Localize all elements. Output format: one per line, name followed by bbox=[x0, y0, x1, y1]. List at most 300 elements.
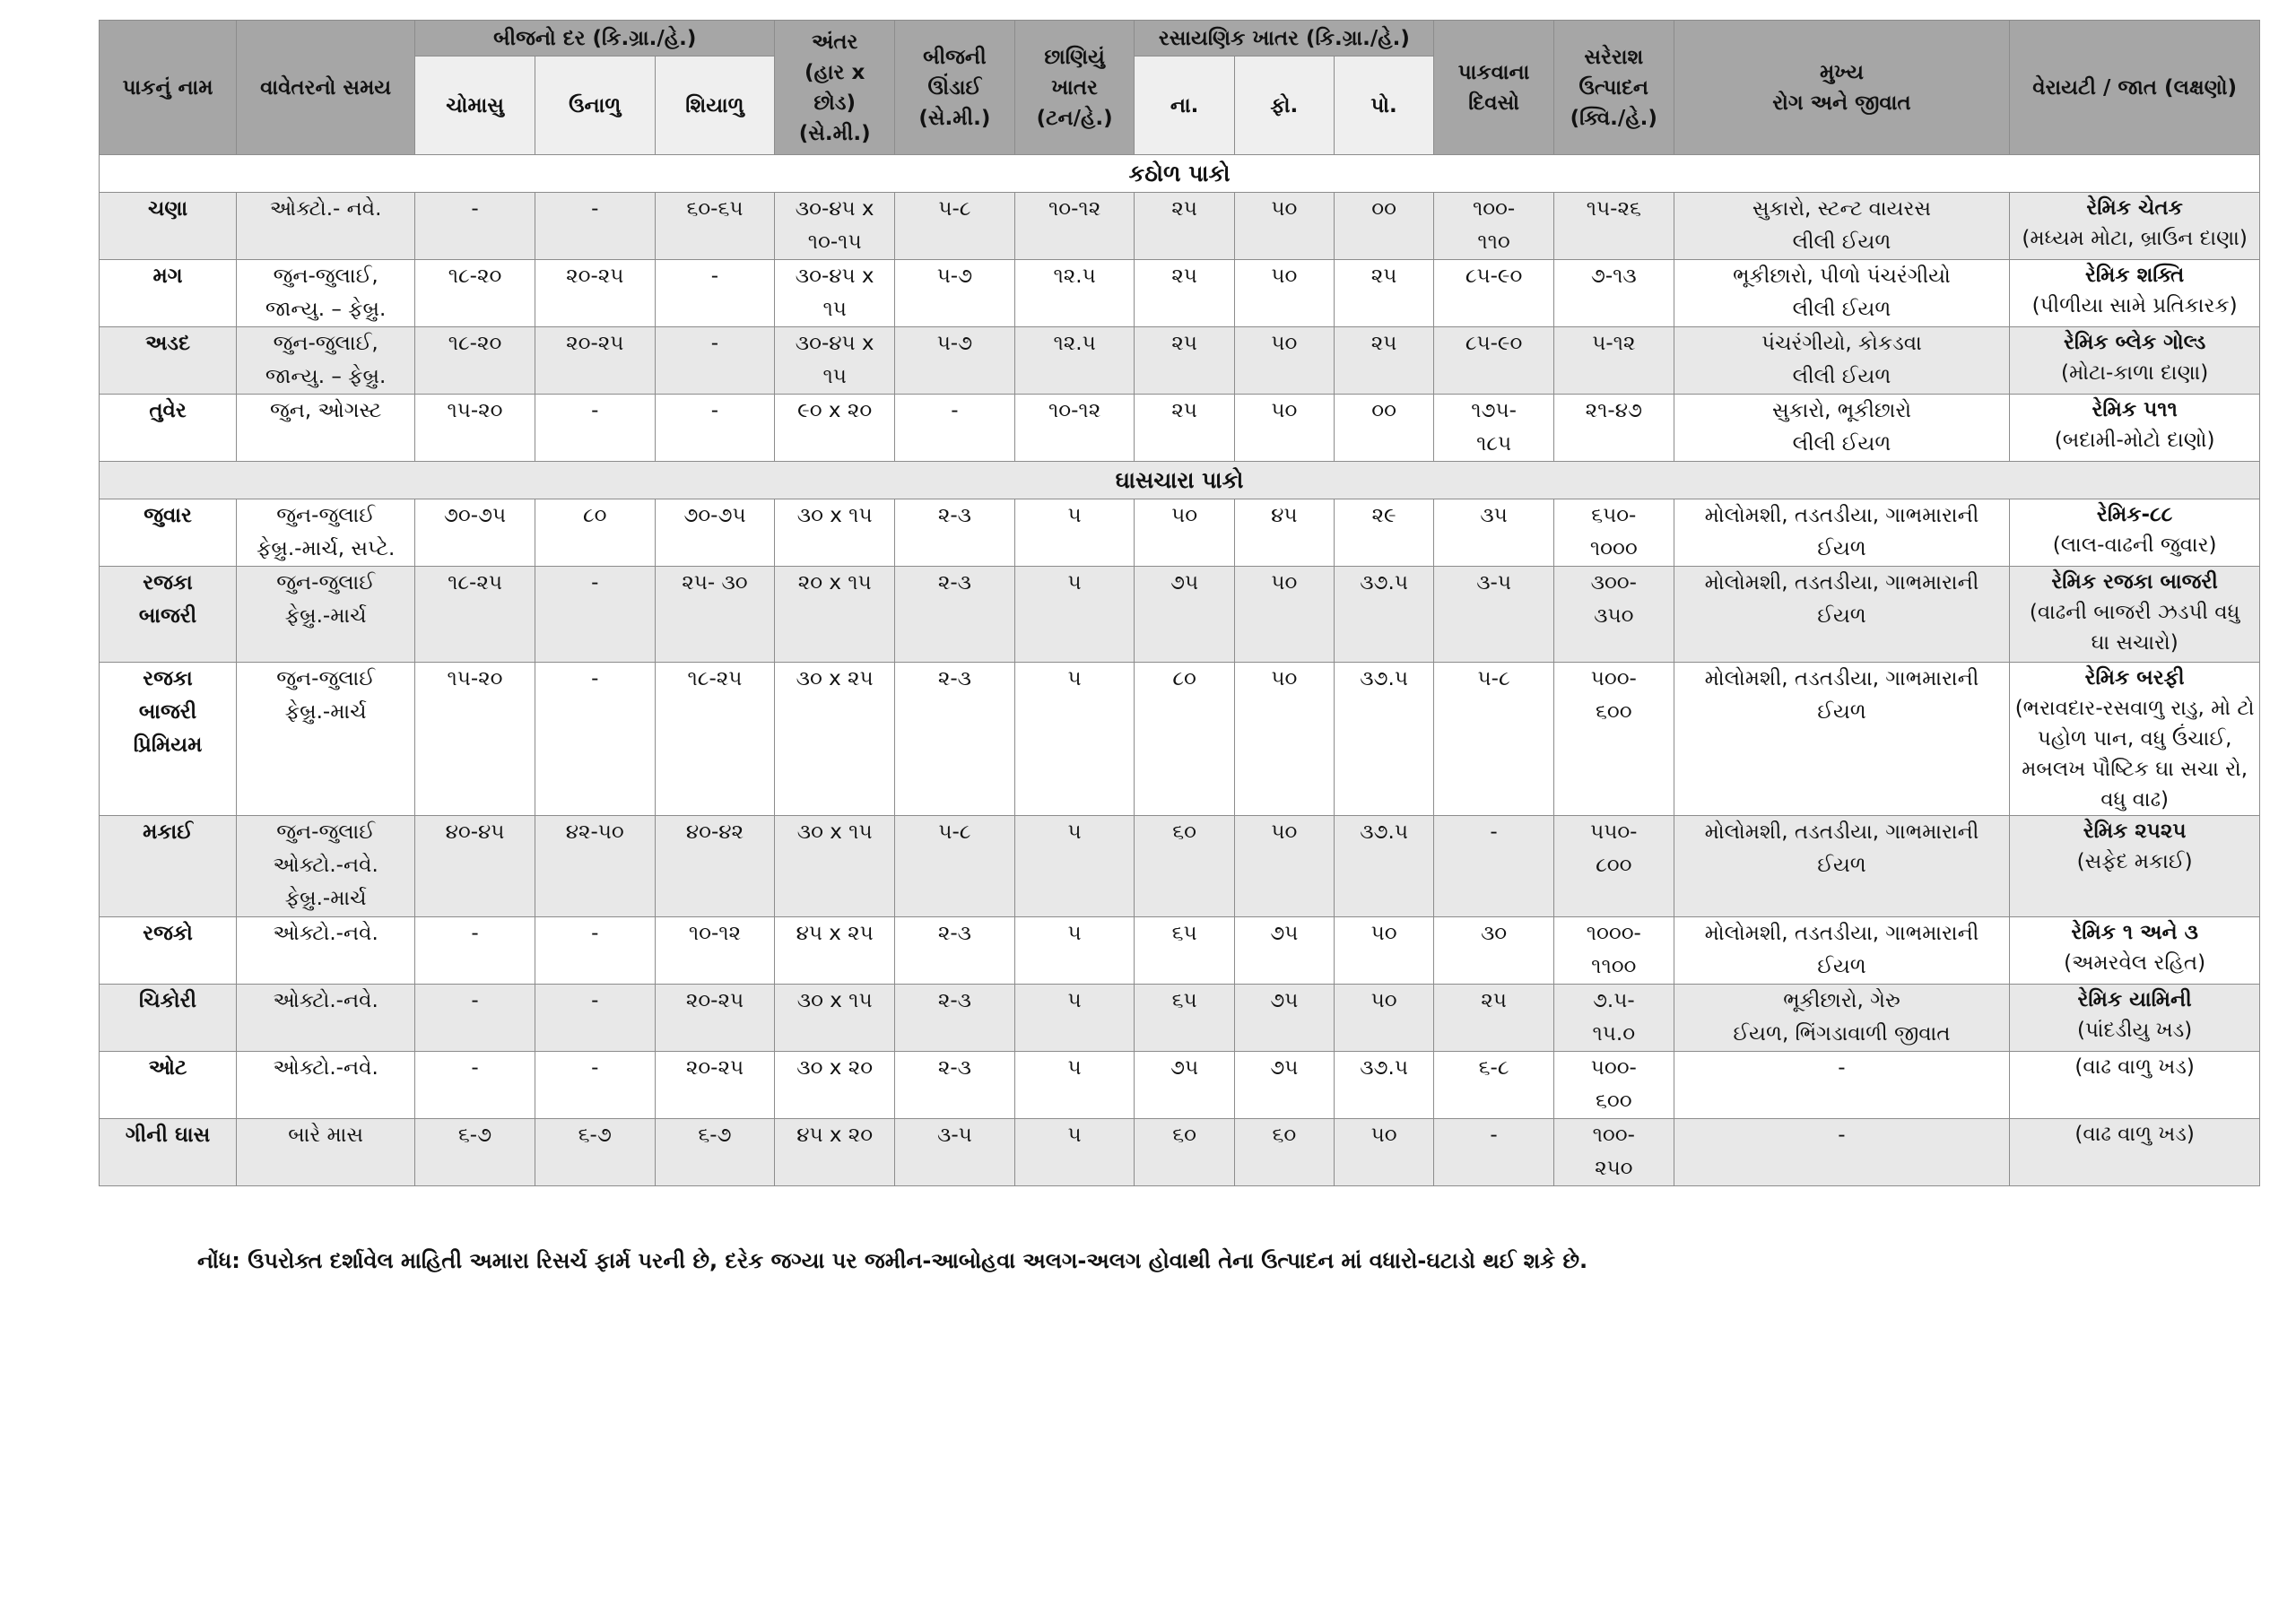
cell-line: ૯૦ x ૨૦ bbox=[797, 399, 873, 422]
cell-variety bbox=[2010, 327, 2260, 395]
cell-variety bbox=[2010, 917, 2260, 985]
cell-line: - bbox=[471, 989, 479, 1012]
cell-line: ૫૦ bbox=[1271, 820, 1298, 844]
cell-winter bbox=[655, 1052, 775, 1119]
cell-p bbox=[1234, 917, 1334, 985]
cell-winter bbox=[655, 193, 775, 260]
cell-line: ૭૫ bbox=[1270, 1056, 1299, 1080]
cell-spacing bbox=[775, 917, 895, 985]
cell-line: ૩૦ x ૧૫ bbox=[796, 820, 873, 844]
cell-spacing bbox=[775, 260, 895, 327]
cell-line: ૧૦૦૦- bbox=[1586, 922, 1641, 945]
cell-line: ૩૦ bbox=[1480, 922, 1508, 945]
cell-crop bbox=[100, 1052, 237, 1119]
variety-description: મબલખ પૌષ્ટિક ઘા સચા રો, bbox=[2022, 758, 2248, 781]
table-row bbox=[100, 260, 2260, 327]
table-row bbox=[100, 917, 2260, 985]
cell-line: ૪૫ x ૨૫ bbox=[796, 922, 874, 945]
crop-info-sheet bbox=[99, 20, 2260, 1186]
cell-line: ૧૧૦ bbox=[1477, 230, 1510, 254]
variety-description: (સફેદ મકાઈ) bbox=[2076, 850, 2193, 873]
cell-line: ૫૦ bbox=[1271, 399, 1298, 422]
cell-line: ઈયળ bbox=[1817, 604, 1866, 628]
cell-k bbox=[1334, 193, 1433, 260]
table-row bbox=[100, 985, 2260, 1052]
cell-line: ચિકોરી bbox=[139, 989, 197, 1012]
cell-n bbox=[1135, 260, 1234, 327]
table-row bbox=[100, 193, 2260, 260]
cell-line: ૫૦૦- bbox=[1590, 1056, 1637, 1080]
cell-k bbox=[1334, 1052, 1433, 1119]
cell-line: રજકો bbox=[143, 922, 193, 945]
cell-depth bbox=[895, 663, 1015, 816]
cell-monsoon bbox=[415, 1052, 535, 1119]
cell-spacing bbox=[775, 1119, 895, 1186]
cell-n bbox=[1135, 567, 1234, 663]
header-yield: સરેરાશ ઉત્પાદન (ક્વિ./હે.) bbox=[1553, 21, 1674, 155]
cell-line: ૩૭.૫ bbox=[1360, 1056, 1408, 1080]
cell-line: અડદ bbox=[145, 332, 190, 355]
cell-crop bbox=[100, 1119, 237, 1186]
cell-line: બારે માસ bbox=[288, 1124, 364, 1147]
header-winter: શિયાળુ bbox=[655, 56, 775, 155]
cell-line: ૫ bbox=[1067, 504, 1082, 527]
cell-variety bbox=[2010, 193, 2260, 260]
cell-crop bbox=[100, 327, 237, 395]
cell-line: ૨-૩ bbox=[937, 504, 971, 527]
cell-line: ૩૫૦ bbox=[1594, 604, 1634, 628]
cell-depth bbox=[895, 985, 1015, 1052]
cell-line: ઓક્ટો.-નવે. bbox=[273, 854, 378, 877]
table-row bbox=[100, 327, 2260, 395]
cell-maturity bbox=[1434, 395, 1554, 462]
table-row bbox=[100, 567, 2260, 663]
cell-line: ગીની ઘાસ bbox=[125, 1124, 211, 1147]
cell-line: ૧૮-૨૦ bbox=[448, 265, 502, 288]
cell-variety bbox=[2010, 567, 2260, 663]
cell-monsoon bbox=[415, 1119, 535, 1186]
cell-winter bbox=[655, 816, 775, 917]
cell-line: લીલી ઈયળ bbox=[1792, 298, 1892, 321]
cell-p bbox=[1234, 663, 1334, 816]
cell-line: ૧૫ bbox=[822, 365, 847, 388]
cell-line: ૧૦-૧૫ bbox=[807, 230, 862, 254]
header-summer: ઉનાળુ bbox=[535, 56, 655, 155]
cell-line: ૨-૩ bbox=[937, 667, 971, 690]
cell-line: ભૂકીછારો, ગેરુ bbox=[1783, 989, 1900, 1012]
cell-line: ૮૫-૯૦ bbox=[1465, 265, 1523, 288]
cell-spacing bbox=[775, 327, 895, 395]
cell-line: મોલોમશી, તડતડીયા, ગાભમારાની bbox=[1704, 504, 1979, 527]
cell-line: જુન-જુલાઈ bbox=[276, 820, 375, 844]
cell-yield bbox=[1553, 395, 1674, 462]
cell-summer bbox=[535, 327, 655, 395]
cell-line: ૭૫ bbox=[1270, 922, 1299, 945]
cell-n bbox=[1135, 985, 1234, 1052]
cell-line: ૬-૭ bbox=[457, 1124, 492, 1147]
cell-summer bbox=[535, 567, 655, 663]
cell-yield bbox=[1553, 260, 1674, 327]
cell-p bbox=[1234, 193, 1334, 260]
cell-yield bbox=[1553, 985, 1674, 1052]
cell-p bbox=[1234, 816, 1334, 917]
cell-line: ૬૦૦ bbox=[1596, 1089, 1632, 1113]
cell-crop bbox=[100, 917, 237, 985]
cell-manure bbox=[1014, 985, 1135, 1052]
cell-line: ઓક્ટો.-નવે. bbox=[273, 989, 378, 1012]
header-potash: પો. bbox=[1334, 56, 1433, 155]
cell-variety bbox=[2010, 985, 2260, 1052]
cell-line: ૩૫ bbox=[1480, 504, 1508, 527]
cell-line: - bbox=[471, 922, 479, 945]
cell-line: ૧૦૦૦ bbox=[1589, 537, 1638, 560]
cell-maturity bbox=[1434, 567, 1554, 663]
cell-manure bbox=[1014, 567, 1135, 663]
cell-line: જુન, ઓગસ્ટ bbox=[269, 399, 382, 422]
cell-line: ઓટ bbox=[148, 1056, 187, 1080]
cell-line: ૩૦-૪૫ x bbox=[795, 197, 874, 221]
cell-line: - bbox=[591, 989, 599, 1012]
cell-manure bbox=[1014, 327, 1135, 395]
cell-line: - bbox=[591, 1056, 599, 1080]
cell-monsoon bbox=[415, 193, 535, 260]
cell-summer bbox=[535, 1119, 655, 1186]
variety-description: (મોટા-કાળા દાણા) bbox=[2061, 361, 2209, 385]
variety-description: (અમરવેલ રહિત) bbox=[2064, 951, 2206, 975]
cell-line: ૧૦-૧૨ bbox=[688, 922, 742, 945]
cell-line: ૭૦-૭૫ bbox=[443, 504, 507, 527]
cell-line: ૩૦-૪૫ x bbox=[795, 332, 874, 355]
cell-line: ૫૦ bbox=[1370, 922, 1397, 945]
cell-line: - bbox=[951, 399, 959, 422]
cell-line: ૨૫ bbox=[1370, 265, 1397, 288]
cell-line: ૩૦ x ૨૫ bbox=[796, 667, 874, 690]
cell-depth bbox=[895, 917, 1015, 985]
cell-line: જાન્યુ. – ફેબ્રુ. bbox=[265, 298, 387, 321]
cell-line: જુન-જુલાઈ, bbox=[273, 265, 378, 288]
cell-line: ૬૦ bbox=[1272, 1124, 1297, 1147]
cell-line: ૧૫ bbox=[822, 298, 847, 321]
cell-line: ચણા bbox=[148, 197, 188, 221]
cell-pests bbox=[1674, 663, 2010, 816]
cell-crop bbox=[100, 260, 237, 327]
header-pests: મુખ્ય રોગ અને જીવાત bbox=[1674, 21, 2010, 155]
cell-line: ૧૭૫- bbox=[1471, 399, 1517, 422]
cell-line: - bbox=[1490, 1124, 1498, 1147]
cell-line: ૩૭.૫ bbox=[1360, 571, 1408, 595]
variety-name: રેમિક ૧ અને ૩ bbox=[2071, 921, 2198, 944]
cell-line: ૧૦૦- bbox=[1592, 1124, 1635, 1147]
cell-line: ૫૦ bbox=[1271, 197, 1298, 221]
cell-line: મગ bbox=[152, 265, 183, 288]
cell-line: ૧૨.૫ bbox=[1053, 265, 1096, 288]
cell-spacing bbox=[775, 499, 895, 567]
cell-manure bbox=[1014, 260, 1135, 327]
cell-line: ૬૫૦- bbox=[1591, 504, 1637, 527]
cell-line: ૨૫ bbox=[1171, 265, 1197, 288]
cell-line: તુવેર bbox=[149, 399, 187, 422]
cell-winter bbox=[655, 985, 775, 1052]
cell-line: ૫-૭ bbox=[936, 332, 973, 355]
cell-line: - bbox=[591, 922, 599, 945]
cell-line: ૧૫-૨૬ bbox=[1586, 197, 1641, 221]
cell-yield bbox=[1553, 327, 1674, 395]
cell-crop bbox=[100, 193, 237, 260]
cell-line: - bbox=[591, 667, 599, 690]
cell-line: જુન-જુલાઈ bbox=[276, 571, 375, 595]
cell-line: મોલોમશી, તડતડીયા, ગાભમારાની bbox=[1704, 571, 1979, 595]
variety-description: પહોળ પાન, વધુ ઉંચાઈ, bbox=[2037, 727, 2232, 751]
cell-line: ૫ bbox=[1067, 571, 1082, 595]
cell-line: ૫-૧૨ bbox=[1592, 332, 1636, 355]
header-depth: બીજની ઊંડાઈ (સે.મી.) bbox=[895, 21, 1015, 155]
header-variety: વેરાયટી / જાત (લક્ષણો) bbox=[2010, 21, 2260, 155]
cell-line: ૧૦૦- bbox=[1472, 197, 1516, 221]
cell-p bbox=[1234, 985, 1334, 1052]
cell-sowing bbox=[237, 1052, 415, 1119]
cell-line: ૨૫ bbox=[1370, 332, 1397, 355]
cell-manure bbox=[1014, 395, 1135, 462]
cell-variety bbox=[2010, 395, 2260, 462]
cell-line: ૬૫ bbox=[1171, 922, 1197, 945]
cell-line: ૦૦ bbox=[1371, 399, 1396, 422]
cell-line: જાન્યુ. – ફેબ્રુ. bbox=[265, 365, 387, 388]
cell-line: ૨૫૦ bbox=[1595, 1157, 1633, 1180]
cell-line: ૩૦ x ૧૫ bbox=[796, 989, 873, 1012]
cell-crop bbox=[100, 499, 237, 567]
cell-pests bbox=[1674, 567, 2010, 663]
variety-description: (મધ્યમ મોટા, બ્રાઉન દાણા) bbox=[2022, 227, 2248, 250]
cell-summer bbox=[535, 499, 655, 567]
cell-variety bbox=[2010, 260, 2260, 327]
cell-maturity bbox=[1434, 917, 1554, 985]
cell-line: ૫૦ bbox=[1370, 1124, 1397, 1147]
table-row bbox=[100, 663, 2260, 816]
cell-line: ૨૯ bbox=[1371, 504, 1396, 527]
cell-line: ૪૨-૫૦ bbox=[565, 820, 624, 844]
cell-yield bbox=[1553, 499, 1674, 567]
variety-name: રેમિક ૫૧૧ bbox=[2092, 398, 2178, 421]
cell-p bbox=[1234, 260, 1334, 327]
cell-line: ૨૦ x ૧૫ bbox=[797, 571, 872, 595]
cell-crop bbox=[100, 816, 237, 917]
cell-summer bbox=[535, 193, 655, 260]
cell-line: ૨૫ bbox=[1171, 399, 1197, 422]
section-title: કઠોળ પાકો bbox=[100, 155, 2260, 193]
cell-crop bbox=[100, 985, 237, 1052]
cell-spacing bbox=[775, 1052, 895, 1119]
cell-depth bbox=[895, 395, 1015, 462]
cell-pests bbox=[1674, 1119, 2010, 1186]
cell-line: ૭૫ bbox=[1270, 989, 1299, 1012]
cell-line: મોલોમશી, તડતડીયા, ગાભમારાની bbox=[1704, 820, 1979, 844]
cell-line: લીલી ઈયળ bbox=[1792, 230, 1892, 254]
cell-line: ૨-૩ bbox=[937, 989, 971, 1012]
variety-name: રેમિક-૮૮ bbox=[2096, 503, 2173, 526]
cell-maturity bbox=[1434, 663, 1554, 816]
cell-manure bbox=[1014, 1052, 1135, 1119]
cell-summer bbox=[535, 663, 655, 816]
cell-depth bbox=[895, 1119, 1015, 1186]
cell-line: ઈયળ bbox=[1817, 537, 1866, 560]
cell-line: બાજરી bbox=[138, 604, 197, 628]
crop-table bbox=[99, 20, 2260, 1186]
cell-winter bbox=[655, 327, 775, 395]
cell-summer bbox=[535, 395, 655, 462]
cell-line: ઓક્ટો.-નવે. bbox=[273, 922, 378, 945]
cell-line: સુકારો, ભૂકીછારો bbox=[1771, 399, 1911, 422]
cell-winter bbox=[655, 260, 775, 327]
cell-line: ૩૦ x ૧૫ bbox=[796, 504, 873, 527]
cell-line: ભૂકીછારો, પીળો પંચરંગીયો bbox=[1733, 265, 1951, 288]
cell-line: મોલોમશી, તડતડીયા, ગાભમારાની bbox=[1704, 667, 1979, 690]
cell-maturity bbox=[1434, 985, 1554, 1052]
cell-winter bbox=[655, 395, 775, 462]
cell-monsoon bbox=[415, 816, 535, 917]
cell-variety bbox=[2010, 1119, 2260, 1186]
cell-line: - bbox=[591, 571, 599, 595]
cell-depth bbox=[895, 567, 1015, 663]
cell-p bbox=[1234, 327, 1334, 395]
cell-line: ૫૦ bbox=[1271, 571, 1298, 595]
cell-line: ૬૦ bbox=[1172, 820, 1196, 844]
cell-yield bbox=[1553, 663, 1674, 816]
section-row bbox=[100, 155, 2260, 193]
cell-n bbox=[1135, 816, 1234, 917]
cell-line: ૬-૭ bbox=[578, 1124, 612, 1147]
cell-n bbox=[1135, 1052, 1234, 1119]
cell-n bbox=[1135, 499, 1234, 567]
cell-p bbox=[1234, 1052, 1334, 1119]
cell-line: - bbox=[710, 399, 719, 422]
cell-maturity bbox=[1434, 499, 1554, 567]
cell-k bbox=[1334, 567, 1433, 663]
cell-line: ૭૫ bbox=[1170, 571, 1199, 595]
cell-summer bbox=[535, 260, 655, 327]
cell-k bbox=[1334, 260, 1433, 327]
cell-line: ૨-૩ bbox=[937, 571, 971, 595]
cell-line: રજકા bbox=[143, 667, 193, 690]
cell-line: ૩૦-૪૫ x bbox=[795, 265, 874, 288]
cell-line: ૨૦-૨૫ bbox=[566, 332, 624, 355]
cell-line: ૩-૫ bbox=[1476, 571, 1511, 595]
cell-p bbox=[1234, 499, 1334, 567]
cell-maturity bbox=[1434, 327, 1554, 395]
header-seed-rate: બીજનો દર (કિ.ગ્રા./હે.) bbox=[415, 21, 775, 56]
cell-monsoon bbox=[415, 567, 535, 663]
variety-name: રેમિક બરફી bbox=[2084, 666, 2185, 690]
variety-description: ઘા સચારો) bbox=[2091, 631, 2179, 655]
cell-line: ૨૦-૨૫ bbox=[566, 265, 624, 288]
cell-yield bbox=[1553, 1119, 1674, 1186]
cell-n bbox=[1135, 327, 1234, 395]
cell-sowing bbox=[237, 567, 415, 663]
cell-spacing bbox=[775, 663, 895, 816]
cell-yield bbox=[1553, 193, 1674, 260]
cell-monsoon bbox=[415, 917, 535, 985]
cell-variety bbox=[2010, 663, 2260, 816]
cell-depth bbox=[895, 1052, 1015, 1119]
cell-line: ૧૫-૨૦ bbox=[447, 399, 503, 422]
variety-name: રેમિક બ્લેક ગોલ્ડ bbox=[2064, 331, 2206, 354]
cell-line: - bbox=[710, 332, 719, 355]
cell-manure bbox=[1014, 193, 1135, 260]
cell-summer bbox=[535, 816, 655, 917]
variety-description: (પીળીયા સામે પ્રતિકારક) bbox=[2031, 294, 2238, 317]
cell-line: ૨૫ bbox=[1171, 197, 1197, 221]
cell-monsoon bbox=[415, 260, 535, 327]
cell-line: ૩૭.૫ bbox=[1360, 667, 1408, 690]
cell-line: ૫૦ bbox=[1271, 265, 1298, 288]
cell-sowing bbox=[237, 917, 415, 985]
cell-line: ૫-૮ bbox=[938, 197, 971, 221]
cell-k bbox=[1334, 1119, 1433, 1186]
cell-depth bbox=[895, 499, 1015, 567]
cell-monsoon bbox=[415, 499, 535, 567]
cell-winter bbox=[655, 567, 775, 663]
cell-sowing bbox=[237, 327, 415, 395]
cell-line: ૧૮૫ bbox=[1476, 432, 1512, 456]
cell-line: ૭.૫- bbox=[1592, 989, 1635, 1012]
header-maturity: પાકવાના દિવસો bbox=[1434, 21, 1554, 155]
cell-pests bbox=[1674, 917, 2010, 985]
cell-line: ૧૦-૧૨ bbox=[1048, 399, 1101, 422]
cell-summer bbox=[535, 1052, 655, 1119]
cell-depth bbox=[895, 193, 1015, 260]
cell-depth bbox=[895, 327, 1015, 395]
cell-manure bbox=[1014, 1119, 1135, 1186]
cell-line: ફેબ્રુ.-માર્ચ, સપ્ટે. bbox=[256, 537, 396, 560]
cell-line: ફેબ્રુ.-માર્ચ bbox=[284, 700, 367, 724]
cell-line: ૫ bbox=[1067, 667, 1082, 690]
cell-line: ૫ bbox=[1067, 820, 1082, 844]
cell-line: ૨૦-૨૫ bbox=[685, 1056, 744, 1080]
cell-p bbox=[1234, 395, 1334, 462]
cell-line: ૬૦૦ bbox=[1596, 700, 1632, 724]
cell-line: ૫૦૦- bbox=[1590, 667, 1637, 690]
cell-spacing bbox=[775, 395, 895, 462]
cell-line: - bbox=[1838, 1056, 1846, 1080]
cell-line: બાજરી bbox=[138, 700, 197, 724]
variety-name: રેમિક શક્તિ bbox=[2085, 264, 2185, 287]
cell-line: - bbox=[710, 265, 719, 288]
cell-p bbox=[1234, 567, 1334, 663]
cell-line: ૪૦-૪૫ bbox=[445, 820, 505, 844]
cell-line: ૮૦૦ bbox=[1596, 854, 1632, 877]
table-body bbox=[100, 155, 2260, 1186]
cell-line: ૮૦ bbox=[1172, 667, 1196, 690]
variety-description: (વાઢ વાળુ ખડ) bbox=[2074, 1123, 2195, 1146]
variety-name: રેમિક રજકા બાજરી bbox=[2051, 570, 2218, 594]
cell-line: ઓક્ટો.- નવે. bbox=[269, 197, 382, 221]
cell-line: ઈયળ, ભિંગડાવાળી જીવાત bbox=[1733, 1022, 1951, 1046]
cell-line: ૫ bbox=[1067, 922, 1082, 945]
cell-line: ૧૨.૫ bbox=[1053, 332, 1096, 355]
cell-monsoon bbox=[415, 663, 535, 816]
cell-yield bbox=[1553, 917, 1674, 985]
cell-pests bbox=[1674, 499, 2010, 567]
cell-sowing bbox=[237, 663, 415, 816]
cell-line: ૧૫-૨૦ bbox=[447, 667, 503, 690]
cell-line: પંચરંગીયો, કોકડવા bbox=[1761, 332, 1922, 355]
cell-line: ૭૫ bbox=[1170, 1056, 1199, 1080]
cell-line: જુન-જુલાઈ bbox=[276, 667, 375, 690]
cell-line: ૨-૩ bbox=[937, 1056, 971, 1080]
cell-yield bbox=[1553, 816, 1674, 917]
cell-pests bbox=[1674, 327, 2010, 395]
cell-sowing bbox=[237, 260, 415, 327]
cell-line: ઈયળ bbox=[1817, 854, 1866, 877]
